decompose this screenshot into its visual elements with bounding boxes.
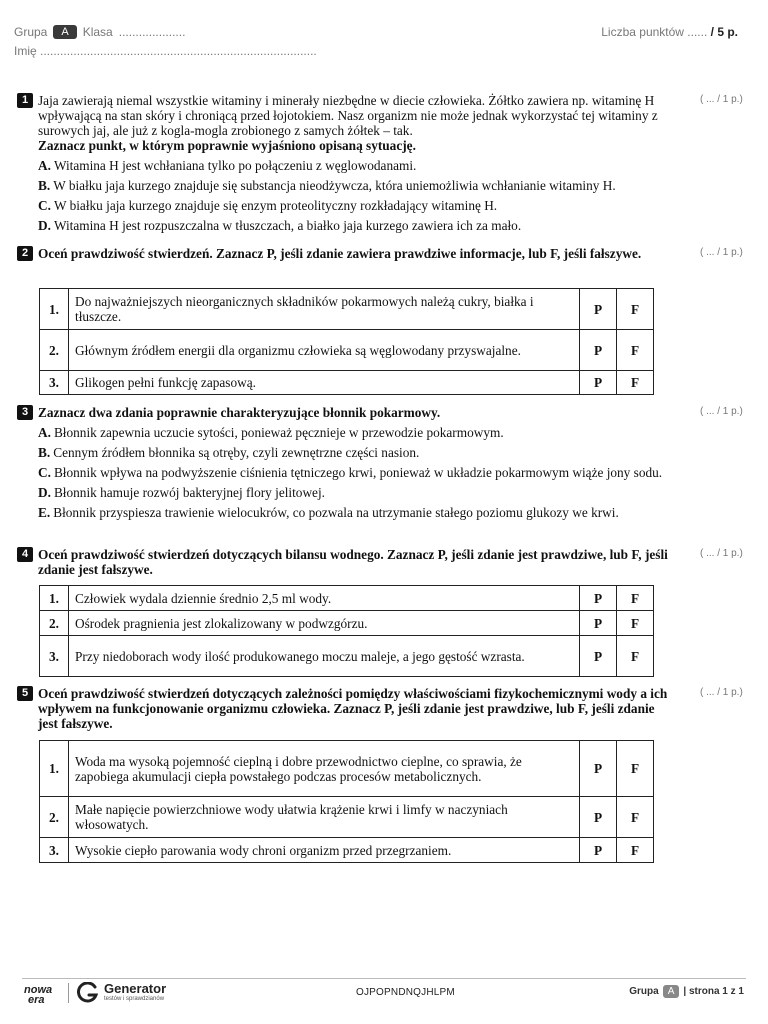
row-number: 3.: [40, 838, 69, 863]
option-text: Cennym źródłem błonnika są otręby, czyli zewnętrzne części nasion.: [53, 445, 420, 460]
question-4-points: ( ... / 1 p.): [700, 548, 743, 559]
name-label: Imię: [14, 44, 37, 58]
option-letter: B.: [38, 445, 51, 460]
option-letter: C.: [38, 198, 51, 213]
option-letter: C.: [38, 465, 51, 480]
question-number-badge: 3: [17, 405, 33, 420]
statement-text: Wysokie ciepło parowania wody chroni organizm przed przegrzaniem.: [69, 838, 580, 863]
question-number-badge: 5: [17, 686, 33, 701]
statement-text: Do najważniejszych nieorganicznych składników pokarmowych należą cukry, białka i tłuszcze.: [69, 289, 580, 330]
table-row: [40, 838, 654, 863]
row-number: 1.: [40, 586, 69, 611]
footer-group-badge: A: [663, 985, 680, 998]
table-row: [40, 636, 654, 677]
nowa-era-logo: [24, 985, 52, 1005]
question-1: [17, 93, 677, 233]
row-number: 3.: [40, 371, 69, 395]
answer-option-b[interactable]: [38, 445, 677, 460]
option-text: Błonnik wpływa na podwyższenie ciśnienia tętniczego krwi, ponieważ w układzie pokarmowym wiąże jony sodu.: [53, 465, 663, 480]
table-row: [40, 371, 654, 395]
option-text: Błonnik zapewnia uczucie sytości, ponieważ pęcznieje w przewodzie pokarmowym.: [53, 425, 504, 440]
name-field[interactable]: ...................................................................................: [40, 44, 317, 58]
option-letter: D.: [38, 218, 51, 233]
answer-option-c[interactable]: [38, 465, 677, 480]
answer-true-cell[interactable]: P: [580, 838, 617, 863]
answer-false-cell[interactable]: F: [617, 636, 654, 677]
class-field[interactable]: ....................: [118, 25, 186, 39]
option-letter: E.: [38, 505, 51, 520]
answer-option-e[interactable]: [38, 505, 677, 520]
question-number-badge: 1: [17, 93, 33, 108]
option-text: Błonnik hamuje rozwój bakteryjnej flory jelitowej.: [53, 485, 325, 500]
answer-true-cell[interactable]: P: [580, 586, 617, 611]
statement-text: Człowiek wydala dziennie średnio 2,5 ml wody.: [69, 586, 580, 611]
footer-group-label: Grupa: [629, 986, 659, 997]
generator-subtitle: testów i sprawdzianów: [104, 996, 165, 1002]
header-name-row: [14, 44, 317, 58]
logo-word-era: era: [28, 994, 45, 1006]
answer-true-cell[interactable]: P: [580, 797, 617, 838]
question-2-points: ( ... / 1 p.): [700, 247, 743, 258]
answer-true-cell[interactable]: P: [580, 611, 617, 636]
option-letter: A.: [38, 425, 51, 440]
option-text: W białku jaja kurzego znajduje się substancja nieodżywcza, która uniemożliwia wchłanianie witaminy H.: [53, 178, 616, 193]
answer-true-cell[interactable]: P: [580, 741, 617, 797]
statement-text: Małe napięcie powierzchniowe wody ułatwia krążenie krwi i limfy w naczyniach włosowatych.: [69, 797, 580, 838]
option-text: W białku jaja kurzego znajduje się enzym proteolityczny rozkładający witaminę H.: [53, 198, 498, 213]
question-stem: Zaznacz dwa zdania poprawnie charakteryzujące błonnik pokarmowy.: [38, 405, 441, 420]
question-4: [17, 547, 677, 577]
row-number: 1.: [40, 289, 69, 330]
table-row: [40, 586, 654, 611]
generator-title: Generator: [104, 981, 167, 996]
group-badge: A: [53, 25, 76, 39]
answer-false-cell[interactable]: F: [617, 289, 654, 330]
question-3: [17, 405, 677, 520]
option-letter: A.: [38, 158, 51, 173]
answer-false-cell[interactable]: F: [617, 330, 654, 371]
table-row: [40, 330, 654, 371]
row-number: 2.: [40, 611, 69, 636]
statement-text: Głównym źródłem energii dla organizmu człowieka są węglowodany przyswajalne.: [69, 330, 580, 371]
question-stem: Oceń prawdziwość stwierdzeń dotyczących bilansu wodnego. Zaznacz P, jeśli zdanie jest prawdziwe, lub F, jeśli zdanie jest fałszywe.: [38, 547, 668, 577]
footer-page-label: | strona 1 z 1: [683, 986, 744, 997]
question-1-points: ( ... / 1 p.): [700, 94, 743, 105]
class-label: Klasa: [82, 25, 113, 39]
table-row: [40, 611, 654, 636]
generator-g-icon: [76, 982, 100, 1009]
group-label: Grupa: [14, 25, 48, 39]
answer-true-cell[interactable]: P: [580, 330, 617, 371]
answer-false-cell[interactable]: F: [617, 371, 654, 395]
true-false-table-q4: [39, 585, 654, 677]
question-stem: Oceń prawdziwość stwierdzeń. Zaznacz P, jeśli zdanie zawiera prawdziwe informacje, lub F, jeśli fałszywe.: [38, 246, 642, 261]
header-group-row: [14, 25, 185, 39]
row-number: 2.: [40, 797, 69, 838]
answer-option-a[interactable]: [38, 158, 677, 173]
question-number-badge: 4: [17, 547, 33, 562]
answer-false-cell[interactable]: F: [617, 586, 654, 611]
question-5-points: ( ... / 1 p.): [700, 687, 743, 698]
option-text: Witamina H jest rozpuszczalna w tłuszczach, a białko jaja kurzego zawiera ich za mało.: [53, 218, 522, 233]
table-row: [40, 797, 654, 838]
statement-text: Woda ma wysoką pojemność cieplną i dobre przewodnictwo cieplne, co sprawia, że zapobiega akumulacji ciepła powstałego podczas procesów metabolicznych.: [69, 741, 580, 797]
answer-true-cell[interactable]: P: [580, 289, 617, 330]
answer-option-c[interactable]: [38, 198, 677, 213]
logo-separator: [68, 983, 69, 1003]
answer-true-cell[interactable]: P: [580, 371, 617, 395]
points-total: / 5 p.: [710, 25, 738, 39]
logo-word-nowa: nowa: [24, 984, 53, 996]
row-number: 3.: [40, 636, 69, 677]
statement-text: Przy niedoborach wody ilość produkowanego moczu maleje, a jego gęstość wzrasta.: [69, 636, 580, 677]
option-letter: D.: [38, 485, 51, 500]
answer-false-cell[interactable]: F: [617, 838, 654, 863]
question-stem: Zaznacz punkt, w którym poprawnie wyjaśniono opisaną sytuację.: [38, 138, 416, 153]
answer-false-cell[interactable]: F: [617, 741, 654, 797]
answer-true-cell[interactable]: P: [580, 636, 617, 677]
question-intro: Jaja zawierają niemal wszystkie witaminy i minerały niezbędne w diecie człowieka. Żółtko zawiera np. witaminę H wpływającą na stan skóry i chroniącą przed łojotokiem. Nasz organizm nie może jednak wykorzystać tej witaminy z surowych jaj, ale już z kogla-mogla zrobionego z samych żółtek – tak.: [38, 93, 658, 138]
row-number: 2.: [40, 330, 69, 371]
table-row: [40, 741, 654, 797]
footer-divider: [22, 978, 746, 979]
true-false-table-q2: [39, 288, 654, 395]
answer-option-a[interactable]: [38, 425, 677, 440]
option-letter: B.: [38, 178, 51, 193]
statement-text: Ośrodek pragnienia jest zlokalizowany w podwzgórzu.: [69, 611, 580, 636]
question-number-badge: 2: [17, 246, 33, 261]
answer-false-cell[interactable]: F: [617, 611, 654, 636]
question-5: [17, 686, 677, 731]
question-2: [17, 246, 677, 261]
answer-option-b[interactable]: [38, 178, 677, 193]
row-number: 1.: [40, 741, 69, 797]
true-false-table-q5: [39, 740, 654, 863]
answer-option-d[interactable]: [38, 485, 677, 500]
table-row: [40, 289, 654, 330]
answer-false-cell[interactable]: F: [617, 797, 654, 838]
question-3-points: ( ... / 1 p.): [700, 406, 743, 417]
option-text: Błonnik przyspiesza trawienie wielocukrów, co pozwala na utrzymanie stałego poziomu glukozy we krwi.: [53, 505, 619, 520]
points-label: Liczba punktów ......: [601, 25, 708, 39]
option-text: Witamina H jest wchłaniana tylko po połączeniu z węglowodanami.: [53, 158, 417, 173]
answer-option-d[interactable]: [38, 218, 677, 233]
statement-text: Glikogen pełni funkcję zapasową.: [69, 371, 580, 395]
footer-page-info: [629, 985, 744, 998]
question-stem: Oceń prawdziwość stwierdzeń dotyczących zależności pomiędzy właściwościami fizykochemicznymi wody a ich wpływem na funkcjonowanie organizmu człowieka. Zaznacz P, jeśli zdanie jest prawdziwe, lub F, jeśli zdanie jest fałszywe.: [38, 686, 668, 731]
points-summary: [601, 25, 738, 39]
test-code: OJPOPNDNQJHLPM: [356, 987, 455, 998]
generator-logo-text: [104, 982, 166, 1003]
